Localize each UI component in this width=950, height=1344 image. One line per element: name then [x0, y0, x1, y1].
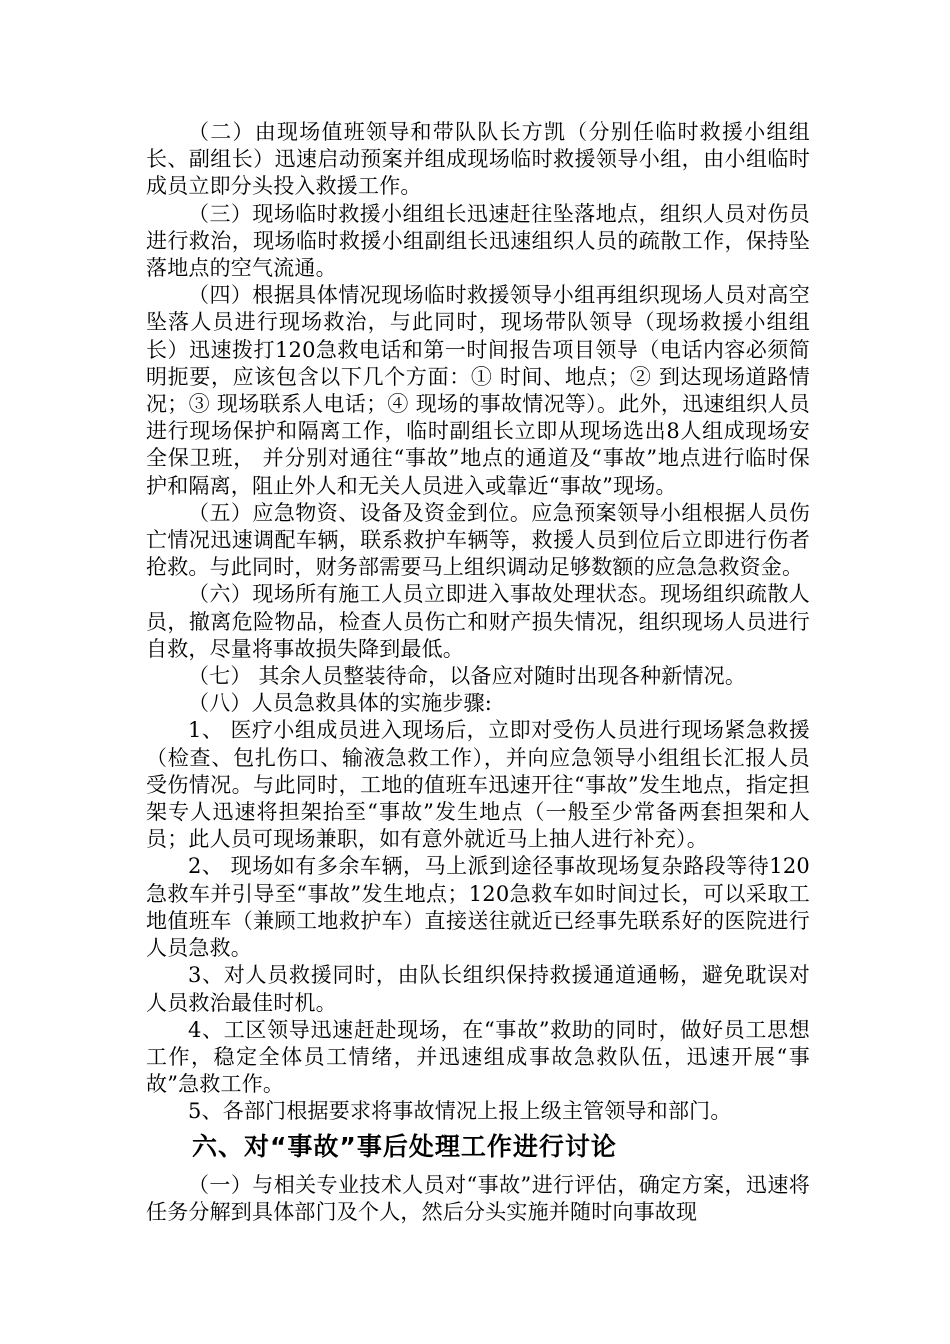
section-body	[146, 1172, 810, 1226]
section-heading: 六、对“事故”事后处理工作进行讨论	[192, 1132, 617, 1161]
paragraph-4: （四）根据具体情况现场临时救援领导小组再组织现场人员对高空坠落人员进行现场救治，与此同时，现场带队领导（现场救援小组组长）迅速拨打120急救电话和第一时间报告项目领导（电话内容必须简明扼要，应该包含以下几个方面：① 时间、地点；② 到达现场道路情况；③ 现场联系人电话；④ 现场的事故情况等）。此外，迅速组织人员进行现场保护和隔离工作，临时副组长立即从现场选出8人组成现场安全保卫班， 并分别对通往“事故”地点的通道及“事故”地点进行临时保护和隔离，阻止外人和无关人员进入或靠近“事故”现场。	[146, 283, 810, 498]
step-1: 1、 医疗小组成员进入现场后，立即对受伤人员进行现场紧急救援（检查、包扎伤口、输液急救工作），并向应急领导小组组长汇报人员受伤情况。与此同时，工地的值班车迅速开往“事故”发生地点，指定担架专人迅速将担架抬至“事故”发生地点（一般至少常备两套担架和人员；此人员可现场兼职，如有意外就近马上抽人进行补充）。	[146, 718, 810, 852]
body-text	[146, 119, 810, 1126]
section-paragraph-1: （一）与相关专业技术人员对“事故”进行评估，确定方案，迅速将任务分解到具体部门及个人，然后分头实施并随时向事故现	[146, 1173, 810, 1225]
step-2: 2、 现场如有多余车辆，马上派到途径事故现场复杂路段等待120急救车并引导至“事故”发生地点；120急救车如时间过长，可以采取工地值班车（兼顾工地救护车）直接送往就近已经事先联系好的医院进行人员急救。	[146, 854, 810, 961]
paragraph-2: （二）由现场值班领导和带队队长方凯（分别任临时救援小组组长、副组长）迅速启动预案并组成现场临时救援领导小组，由小组临时成员立即分头投入救援工作。	[146, 120, 810, 199]
step-3: 3、对人员救援同时，由队长组织保持救援通道通畅，避免耽误对人员救治最佳时机。	[146, 963, 810, 1015]
paragraph-5: （五）应急物资、设备及资金到位。应急预案领导小组根据人员伤亡情况迅速调配车辆，联系救护车辆等，救援人员到位后立即进行伤者抢救。与此同时，财务部需要马上组织调动足够数额的应急急救资金。	[146, 500, 810, 580]
paragraph-3: （三）现场临时救援小组组长迅速赶往坠落地点，组织人员对伤员进行救治，现场临时救援小组副组长迅速组织人员的疏散工作，保持坠落地点的空气流通。	[146, 201, 810, 281]
paragraph-7: （七） 其余人员整装待命，以备应对随时出现各种新情况。	[188, 664, 747, 689]
step-5: 5、各部门根据要求将事故情况上报上级主管领导和部门。	[188, 1099, 732, 1124]
paragraph-8: （八）人员急救具体的实施步骤:	[188, 691, 493, 716]
step-4: 4、工区领导迅速赶赴现场，在“事故”救助的同时，做好员工思想工作，稳定全体员工情绪，并迅速组成事故急救队伍，迅速开展“事故”急救工作。	[146, 1017, 810, 1097]
paragraph-6: （六）现场所有施工人员立即进入事故处理状态。现场组织疏散人员，撤离危险物品，检查人员伤亡和财产损失情况，组织现场人员进行自救，尽量将事故损失降到最低。	[146, 582, 810, 661]
